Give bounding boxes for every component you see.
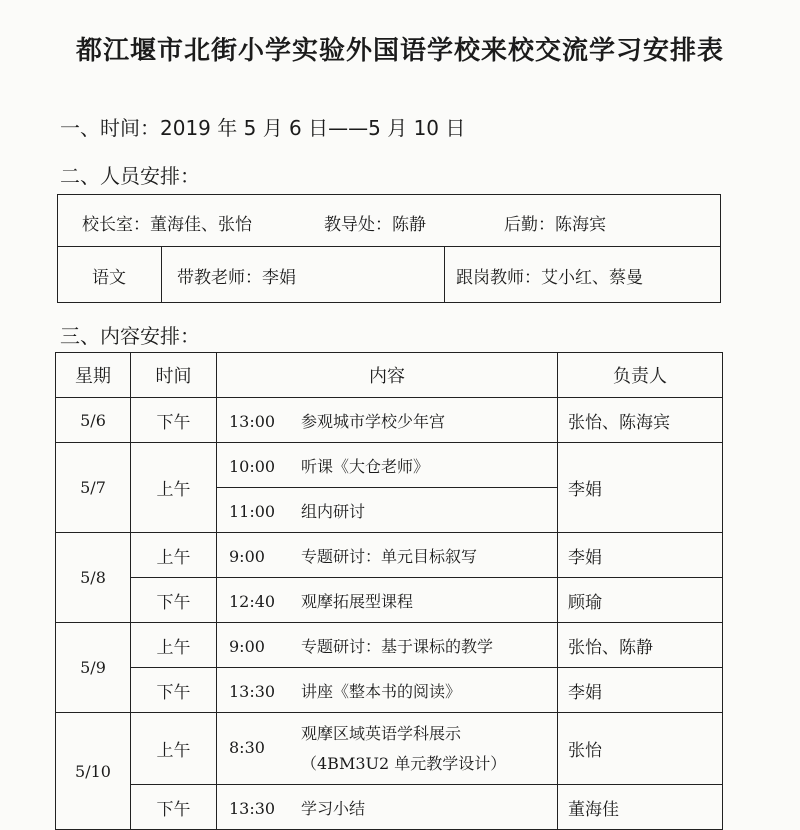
period-cell: 上午 (131, 443, 217, 533)
table-row (56, 578, 723, 623)
activity-text: 观摩区域英语学科展示 (301, 723, 462, 743)
content-cell (217, 578, 558, 623)
activity-text: 组内研讨 (301, 501, 366, 521)
content-cell (217, 668, 558, 713)
section-content-heading: 三、内容安排： (60, 324, 200, 348)
content-cell (217, 443, 558, 488)
date-cell: 5/10 (56, 713, 131, 830)
person-cell: 李娟 (558, 443, 723, 533)
activity-text: 观摩拓展型课程 (301, 591, 414, 611)
activity-subtext: （4BM3U2 单元教学设计） (301, 753, 507, 773)
header-weekday: 星期 (56, 353, 131, 398)
person-cell: 顾瑜 (558, 578, 723, 623)
header-content: 内容 (217, 353, 558, 398)
section-time-label: 一、时间： (60, 116, 160, 140)
activity-text: 讲座《整本书的阅读》 (301, 681, 462, 701)
schedule-table (55, 352, 723, 830)
header-person: 负责人 (558, 353, 723, 398)
time-text: 13:00 (229, 411, 276, 431)
person-cell: 张怡、陈海宾 (558, 398, 723, 443)
time-text: 8:30 (229, 738, 265, 757)
time-text: 13:30 (229, 798, 276, 818)
period-cell: 上午 (131, 713, 217, 785)
activity-text: 专题研讨：基于课标的教学 (301, 636, 494, 656)
period-cell: 下午 (131, 785, 217, 830)
period-cell: 下午 (131, 578, 217, 623)
staff-academic: 教导处：陈静 (324, 215, 426, 235)
table-row (56, 623, 723, 668)
period-cell: 下午 (131, 668, 217, 713)
content-cell (217, 533, 558, 578)
activity-text: 学习小结 (301, 798, 366, 818)
header-time: 时间 (131, 353, 217, 398)
person-cell: 李娟 (558, 533, 723, 578)
staff-principal: 校长室：董海佳、张怡 (82, 215, 252, 235)
table-row (56, 713, 723, 785)
content-cell (217, 488, 558, 533)
page-title: 都江堰市北街小学实验外国语学校来校交流学习安排表 (75, 36, 724, 66)
staff-row-admin (58, 195, 720, 247)
time-text: 9:00 (229, 546, 265, 566)
table-row (56, 398, 723, 443)
content-cell (217, 623, 558, 668)
period-cell: 上午 (131, 623, 217, 668)
time-text: 12:40 (229, 591, 276, 611)
period-cell: 下午 (131, 398, 217, 443)
table-row (56, 443, 723, 488)
period-cell: 上午 (131, 533, 217, 578)
time-text: 9:00 (229, 636, 265, 656)
table-row (56, 668, 723, 713)
staff-logistics: 后勤：陈海宾 (504, 215, 606, 235)
activity-text: 听课《大仓老师》 (301, 456, 430, 476)
table-row (56, 785, 723, 830)
person-cell: 张怡、陈静 (558, 623, 723, 668)
table-header-row (56, 353, 723, 398)
section-time (60, 112, 465, 141)
content-cell (217, 785, 558, 830)
staff-box (57, 194, 721, 303)
activity-text: 参观城市学校少年宫 (301, 411, 446, 431)
content-cell (217, 398, 558, 443)
person-cell: 董海佳 (558, 785, 723, 830)
staff-row-subject (58, 247, 720, 302)
content-cell (217, 713, 558, 785)
person-cell: 李娟 (558, 668, 723, 713)
section-time-value: 2019 年 5 月 6 日——5 月 10 日 (160, 116, 466, 140)
time-text: 10:00 (229, 456, 276, 476)
staff-shadow-teachers: 跟岗教师：艾小红、蔡曼 (456, 268, 643, 288)
time-text: 11:00 (229, 501, 276, 521)
person-cell: 张怡 (558, 713, 723, 785)
date-cell: 5/8 (56, 533, 131, 623)
staff-subject: 语文 (92, 268, 126, 288)
date-cell: 5/7 (56, 443, 131, 533)
section-staff-heading: 二、人员安排： (60, 164, 200, 188)
table-row (56, 533, 723, 578)
activity-text: 专题研讨：单元目标叙写 (301, 546, 478, 566)
date-cell: 5/9 (56, 623, 131, 713)
time-text: 13:30 (229, 681, 276, 701)
staff-lead-teacher: 带教老师：李娟 (177, 268, 296, 288)
date-cell: 5/6 (56, 398, 131, 443)
